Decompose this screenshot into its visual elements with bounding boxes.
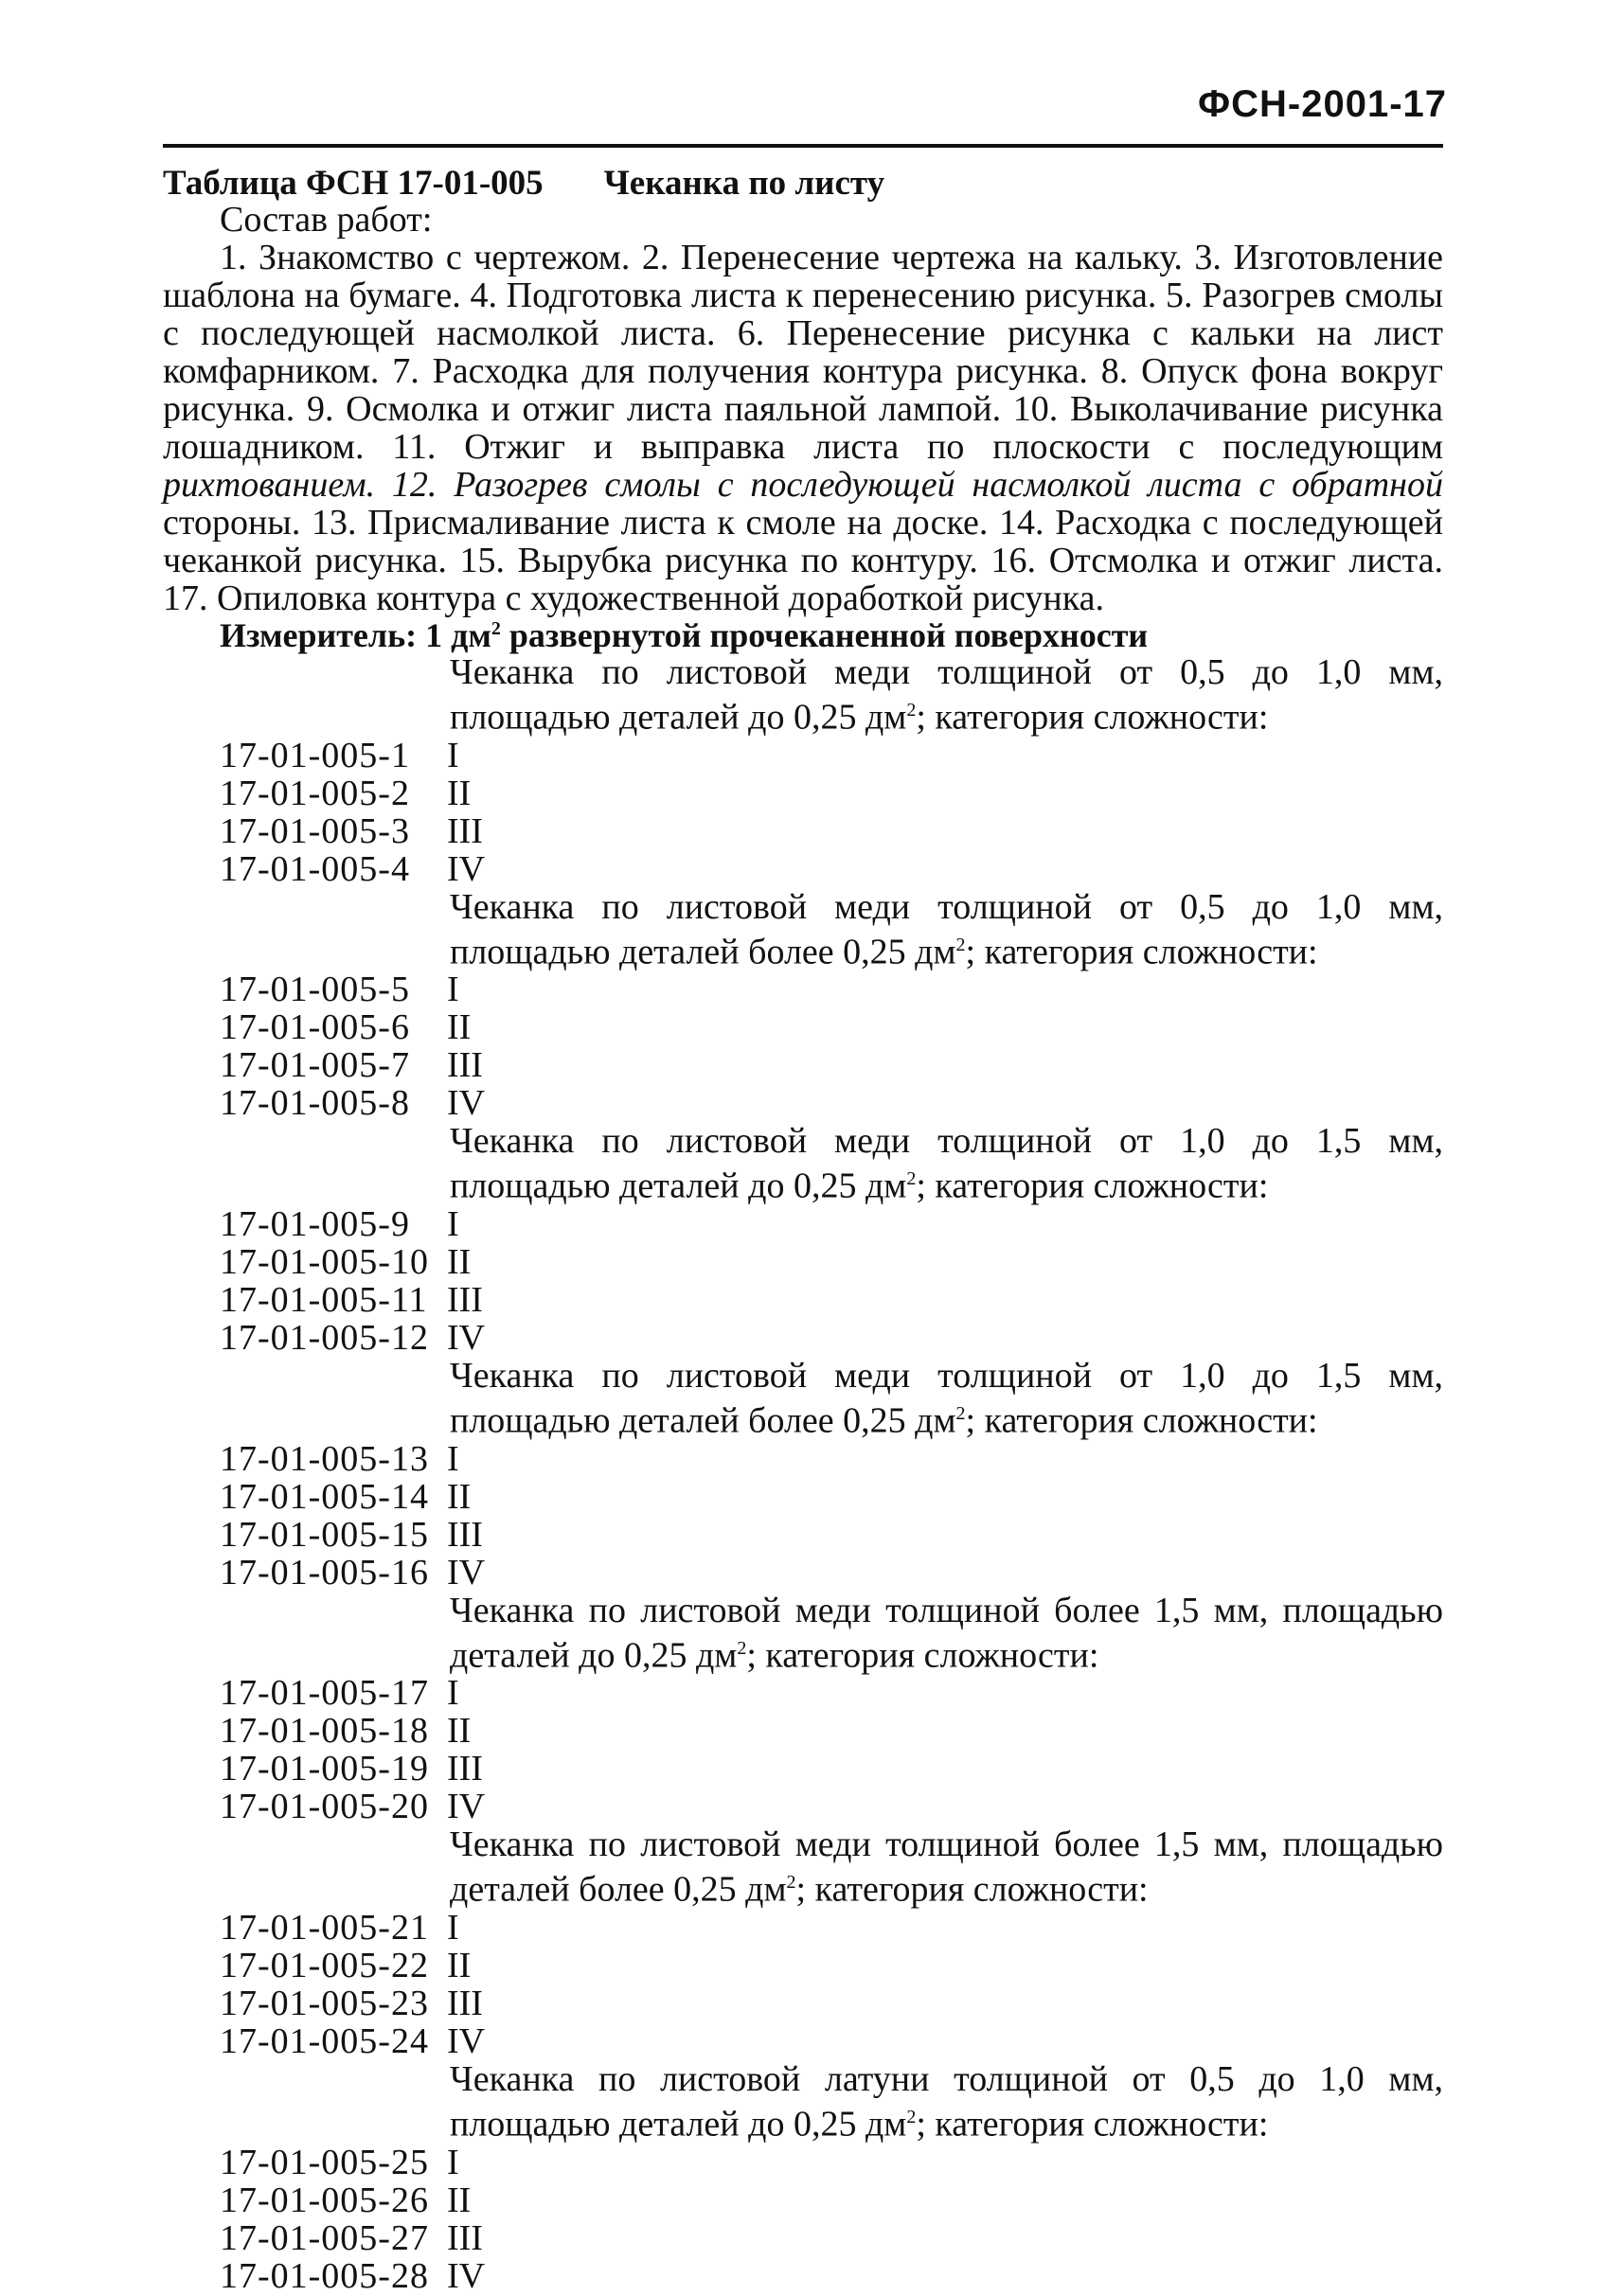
group-description-tail: ; категория сложности: xyxy=(916,1166,1269,1206)
group-description xyxy=(450,1357,1443,1440)
complexity-category: I xyxy=(447,1203,459,1244)
composition-text-part1: 1. Знакомство с чертежом. 2. Перенесение чертежа на кальку. 3. Изготовление шаблона на бумаге. 4. Подготовка листа к перенесению рисунка. 5. Разогрев смолы с последующей насмолкой листа. 6. Перенесение рисунка с кальки на лист комфарником. 7. Расходка для получения контура рисунка. 8. Опуск фона вокруг рисунка. 9. Осмолка и отжиг листа паяльной лампой. 10. Выколачивание рисунка лошадником. 11. Отжиг и выправка листа по плоскости с последующим xyxy=(163,238,1443,467)
complexity-category: II xyxy=(447,1945,472,1985)
group-description-text: Чеканка по листовой меди толщиной от 1,0 до 1,5 мм, площадью деталей более 0,25 дм xyxy=(450,1355,1443,1441)
complexity-category: II xyxy=(447,1007,472,1048)
group-description-tail: ; категория сложности: xyxy=(795,1869,1149,1910)
norm-code: 17-01-005-18 xyxy=(220,1711,429,1752)
group-description xyxy=(450,653,1443,737)
group-description-tail: ; категория сложности: xyxy=(916,2104,1269,2145)
complexity-category: IV xyxy=(447,1083,486,1124)
table-row xyxy=(163,1909,1443,1947)
group-description xyxy=(450,2060,1443,2144)
table-row xyxy=(163,1788,1443,1825)
group-description-text: Чеканка по листовой латуни толщиной от 0,5 до 1,0 мм, площадью деталей до 0,25 дм xyxy=(450,2058,1443,2145)
norm-code: 17-01-005-17 xyxy=(220,1673,429,1714)
group-description-text: Чеканка по листовой меди толщиной более 1,5 мм, площадью деталей более 0,25 дм xyxy=(450,1824,1443,1910)
complexity-category: II xyxy=(447,773,472,813)
complexity-category: I xyxy=(447,735,459,775)
norm-code: 17-01-005-2 xyxy=(220,773,410,813)
table-row xyxy=(163,970,1443,1008)
table-row xyxy=(163,2022,1443,2060)
header-rule xyxy=(163,144,1443,148)
group-description-sup: 2 xyxy=(955,1402,966,1424)
complexity-category: I xyxy=(447,2142,459,2182)
group-description xyxy=(450,1825,1443,1909)
table-row xyxy=(163,1319,1443,1357)
complexity-category: IV xyxy=(447,1317,486,1358)
group-description-tail: ; категория сложности: xyxy=(965,1400,1318,1441)
table-row xyxy=(163,850,1443,888)
table-row xyxy=(163,1046,1443,1084)
group-description-tail: ; категория сложности: xyxy=(746,1635,1099,1676)
complexity-category: III xyxy=(447,2217,483,2258)
group-description-text: Чеканка по листовой меди толщиной от 1,0 до 1,5 мм, площадью деталей до 0,25 дм xyxy=(450,1121,1443,1206)
table-row xyxy=(163,1205,1443,1243)
measurement-unit xyxy=(220,615,1148,655)
complexity-category: I xyxy=(447,1438,459,1479)
complexity-category: IV xyxy=(447,2255,486,2296)
complexity-category: I xyxy=(447,1673,459,1714)
table-row xyxy=(163,1712,1443,1750)
table-row xyxy=(163,1008,1443,1046)
group-description-sup: 2 xyxy=(786,1872,796,1894)
table-row xyxy=(163,1554,1443,1592)
table-row xyxy=(163,1281,1443,1319)
table-row xyxy=(163,2219,1443,2257)
complexity-category: II xyxy=(447,1241,472,1282)
norm-code: 17-01-005-4 xyxy=(220,848,410,889)
complexity-category: IV xyxy=(447,2020,486,2061)
norm-code: 17-01-005-22 xyxy=(220,1945,429,1985)
complexity-category: III xyxy=(447,1983,483,2023)
norm-code: 17-01-005-12 xyxy=(220,1317,429,1358)
table-row xyxy=(163,1750,1443,1788)
composition-label: Состав работ: xyxy=(220,200,433,240)
group-description-text: Чеканка по листовой меди толщиной от 0,5 до 1,0 мм, площадью деталей более 0,25 дм xyxy=(450,886,1443,972)
group-description-text: Чеканка по листовой меди толщиной от 0,5 до 1,0 мм, площадью деталей до 0,25 дм xyxy=(450,652,1443,738)
norm-code: 17-01-005-25 xyxy=(220,2142,429,2182)
complexity-category: II xyxy=(447,1711,472,1752)
work-composition xyxy=(163,201,1443,617)
norm-code: 17-01-005-21 xyxy=(220,1907,429,1948)
table-row xyxy=(163,2144,1443,2181)
group-description-tail: ; категория сложности: xyxy=(916,697,1269,738)
group-description-sup: 2 xyxy=(737,1637,747,1659)
meter-sup: 2 xyxy=(491,618,501,639)
table-row xyxy=(163,1947,1443,1985)
norm-code: 17-01-005-3 xyxy=(220,810,410,851)
table-row xyxy=(163,1084,1443,1122)
norm-code: 17-01-005-1 xyxy=(220,735,410,775)
complexity-category: IV xyxy=(447,848,486,889)
table-row xyxy=(163,1674,1443,1712)
group-description-tail: ; категория сложности: xyxy=(965,932,1318,972)
norm-code: 17-01-005-15 xyxy=(220,1514,429,1555)
table-row xyxy=(163,1516,1443,1554)
composition-text xyxy=(163,239,1443,617)
table-row xyxy=(163,774,1443,812)
norm-code: 17-01-005-9 xyxy=(220,1203,410,1244)
norm-code: 17-01-005-19 xyxy=(220,1749,429,1789)
group-description-sup: 2 xyxy=(955,934,966,955)
complexity-category: IV xyxy=(447,1552,486,1593)
group-description xyxy=(450,1122,1443,1205)
meter-suffix: развернутой прочеканенной поверхности xyxy=(500,616,1149,654)
group-description-sup: 2 xyxy=(906,700,917,721)
composition-text-italic: рихтованием. 12. Разогрев смолы с последующей насмолкой листа с обратной xyxy=(163,465,1443,505)
table-name: Чеканка по листу xyxy=(603,164,885,203)
complexity-category: III xyxy=(447,1749,483,1789)
norm-code: 17-01-005-20 xyxy=(220,1787,429,1827)
complexity-category: III xyxy=(447,1514,483,1555)
norm-code: 17-01-005-8 xyxy=(220,1083,410,1124)
table-number: Таблица ФСН 17-01-005 xyxy=(163,164,544,203)
complexity-category: III xyxy=(447,1279,483,1320)
complexity-category: IV xyxy=(447,1787,486,1827)
norm-code: 17-01-005-14 xyxy=(220,1476,429,1517)
norm-code: 17-01-005-23 xyxy=(220,1983,429,2023)
norm-code: 17-01-005-28 xyxy=(220,2255,429,2296)
table-row xyxy=(163,2181,1443,2219)
table-row xyxy=(163,1440,1443,1478)
norm-code: 17-01-005-26 xyxy=(220,2180,429,2220)
norm-code: 17-01-005-7 xyxy=(220,1045,410,1086)
complexity-category: I xyxy=(447,1907,459,1948)
composition-text-part3: стороны. 13. Присмаливание листа к смоле на доске. 14. Расходка с последующей чеканкой рисунка. 15. Вырубка рисунка по контуру. 16. Отсмолка и отжиг листа. 17. Опиловка контура с художественной доработкой рисунка. xyxy=(163,503,1443,618)
group-description xyxy=(450,888,1443,971)
norm-code: 17-01-005-16 xyxy=(220,1552,429,1593)
norm-code: 17-01-005-6 xyxy=(220,1007,410,1048)
table-row xyxy=(163,812,1443,850)
table-row xyxy=(163,737,1443,774)
norm-code: 17-01-005-24 xyxy=(220,2020,429,2061)
norm-code: 17-01-005-27 xyxy=(220,2217,429,2258)
document-code: ФСН-2001-17 xyxy=(1197,83,1447,125)
table-row xyxy=(163,1478,1443,1516)
complexity-category: II xyxy=(447,1476,472,1517)
table-row xyxy=(163,1243,1443,1281)
group-description-text: Чеканка по листовой меди толщиной более 1,5 мм, площадью деталей до 0,25 дм xyxy=(450,1590,1443,1676)
table-row xyxy=(163,2257,1443,2295)
complexity-category: III xyxy=(447,1045,483,1086)
group-description-sup: 2 xyxy=(906,2106,917,2127)
table-row xyxy=(163,1985,1443,2022)
complexity-category: II xyxy=(447,2180,472,2220)
norms-table xyxy=(163,653,1443,2295)
norm-code: 17-01-005-5 xyxy=(220,970,410,1010)
group-description-sup: 2 xyxy=(906,1168,917,1190)
group-description xyxy=(450,1592,1443,1675)
norm-code: 17-01-005-13 xyxy=(220,1438,429,1479)
norm-code: 17-01-005-10 xyxy=(220,1241,429,1282)
complexity-category: III xyxy=(447,810,483,851)
complexity-category: I xyxy=(447,970,459,1010)
meter-prefix: Измеритель: 1 дм xyxy=(220,616,491,654)
norm-code: 17-01-005-11 xyxy=(220,1279,428,1320)
table-title xyxy=(163,163,884,204)
